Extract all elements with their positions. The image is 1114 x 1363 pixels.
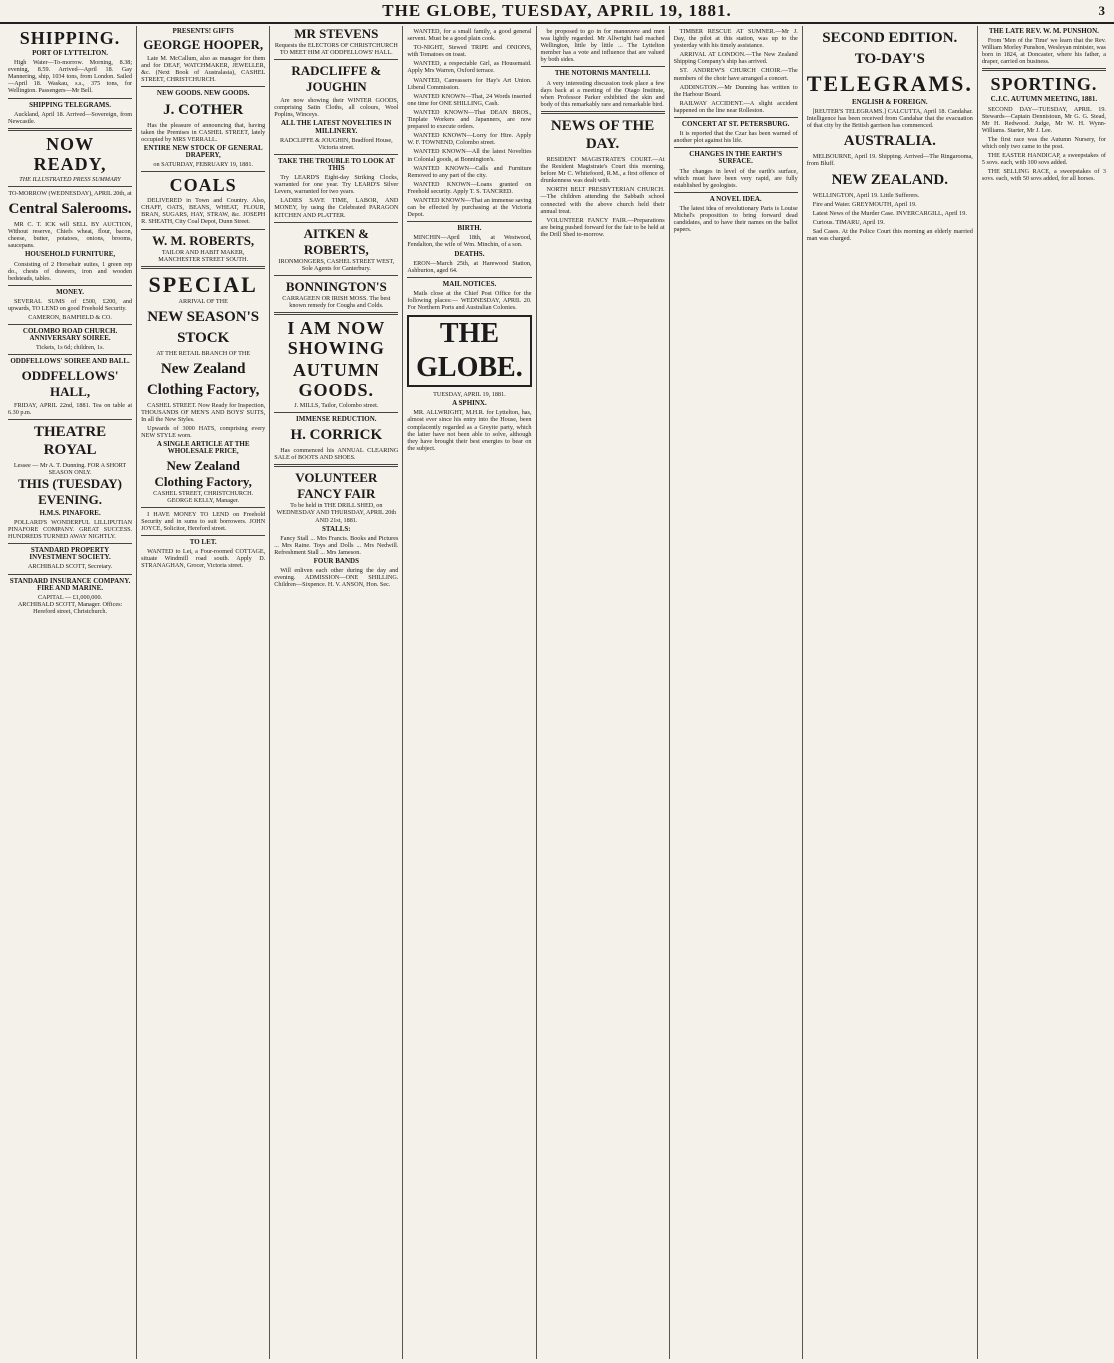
wanted-dean-bros: WANTED KNOWN—That DEAN BROS., Tinplate Workers and Japanners, are now prepared to execute orders. — [407, 108, 532, 131]
millinery-heading: ALL THE LATEST NOVELTIES IN MILLINERY. — [280, 119, 392, 135]
furniture-heading: HOUSEHOLD FURNITURE, — [24, 250, 116, 259]
birth-heading: BIRTH. — [457, 224, 482, 233]
second-edition-heading: SECOND EDITION. — [822, 30, 958, 46]
nursery-text: The first race was the Autumn Nursery, for which only two came to the post. — [981, 135, 1106, 151]
mills-text: J. MILLS, Tailor, Colombo street. — [294, 401, 379, 409]
factory-address: CASHEL STREET, CHRISTCHURCH. GEORGE KELLY, Manager. — [153, 489, 254, 504]
wholesale-heading: A SINGLE ARTICLE AT THE WHOLESALE PRICE, — [156, 440, 250, 456]
choir-text: ST. ANDREW'S CHURCH CHOIR.—The members of the choir have arranged a concert. — [673, 67, 798, 82]
sad-cases-text: Sad Cases. At the Police Court this morning an elderly married man was charged. — [806, 227, 973, 243]
new-season-heading: NEW SEASON'S — [147, 308, 260, 325]
insurance-manager: ARCHIBALD SCOTT, Manager. Offices: Hereford street, Christchurch. — [17, 600, 123, 615]
nz-heading: New Zealand — [160, 360, 246, 377]
shipping-text: High Water—To-morrow. Morning, 8.38; evening, 8.59. Arrived—April 18. Gay Mannering, ship, 1034 tons, from London. Sailed—April 18. Waskau, s.s., 375 tons, for Wellington. Passengers—Mr Bell. — [8, 59, 133, 95]
cjc-heading: C.J.C. AUTUMN MEETING, 1881. — [990, 95, 1098, 104]
birth-text: MINCHIN—April 18th, at Westwood, Fendalton, the wife of Wm. Minchin, of a son. — [407, 234, 532, 249]
oddfellows-text: FRIDAY, APRIL 22nd, 1881. Tea on table at 6.30 p.m. — [8, 401, 133, 416]
railway-text: RAILWAY ACCIDENT.—A slight accident happened on the line near Rolleston. — [673, 99, 798, 114]
punshon-text: From 'Men of the Time' we learn that the Rev. William Morley Punshon, Wesleyan minister, was born in 1824, at Doncaster, where his father, a draper, carried on business. — [981, 37, 1106, 66]
theatre-heading: THEATRE ROYAL — [33, 423, 107, 458]
new-goods-heading: NEW GOODS. NEW GOODS. — [156, 89, 250, 98]
special-heading: SPECIAL — [148, 271, 258, 297]
theatre-evening: THIS (TUESDAY) EVENING. — [18, 475, 123, 507]
fancy-fair-heading: VOLUNTEER FANCY FAIR — [295, 470, 378, 502]
reduction-heading: IMMENSE REDUCTION. — [296, 415, 377, 424]
winter-goods-text: Are now showing their WINTER GOODS, comprising Satin Cloths, all colours, Wool Poplins, Winceys. — [274, 97, 399, 119]
column-2 — [137, 26, 270, 1359]
wanted-girl: WANTED, a respectable Girl, as Housemaid. Apply Mrs Warren, Oxford terrace. — [407, 60, 532, 75]
retail-branch-text: AT THE RETAIL BRANCH OF THE — [156, 349, 251, 357]
novel-idea-heading: A NOVEL IDEA. — [709, 194, 762, 203]
stevens-heading: MR STEVENS — [294, 26, 379, 41]
property-society-heading: STANDARD PROPERTY INVESTMENT SOCIETY. — [29, 546, 111, 562]
now-ready-heading: NOW READY, — [33, 133, 107, 174]
column-3 — [270, 26, 403, 1359]
hooper-text: Late M. McCallum, also as manager for them and for DEAF, WATCHMAKER, JEWELLER, &c. (Next Book of Australasia), CASHEL STREET, CHRISTCHURCH. — [141, 55, 266, 84]
property-secretary: ARCHIBALD SCOTT, Secretary. — [27, 563, 113, 571]
autumn-goods-heading: AUTUMN GOODS. — [292, 359, 380, 400]
pinafore-text: POLLARD'S WONDERFUL LILLIPUTIAN PINAFORE COMPANY. GREAT SUCCESS. HUNDREDS TURNED AWAY NIGHTLY. — [8, 519, 133, 541]
petersburg-heading: CONCERT AT ST. PETERSBURG. — [681, 120, 790, 129]
money-text: SEVERAL SUMS of £500, £200, and upwards, TO LEND on good Freehold Security. — [8, 297, 133, 312]
easter-handicap-text: THE EASTER HANDICAP, a sweepstakes of 5 sovs. each, with 100 sovs added. — [981, 152, 1106, 167]
wanted-canvassers: WANTED, Canvassers for Hay's Art Union. Liberal Commission. — [407, 76, 532, 91]
petersburg-text: It is reported that the Czar has been warned of another plot against his life. — [673, 130, 798, 145]
wanted-furniture: WANTED KNOWN—Calls and Furniture Removed to any part of the city. — [407, 164, 532, 179]
theatre-lessee: Lessee — Mr A. T. Dunning. FOR A SHORT SEASON ONLY. — [13, 461, 127, 476]
deaths-text: ERON—March 25th, at Harewood Station, Ashburton, aged 64. — [407, 259, 532, 274]
insurance-capital: CAPITAL — £1,000,000. — [38, 593, 103, 601]
wanted-victoria-depot: WANTED KNOWN—That an immense saving can be effected by purchasing at the Victoria Depot. — [407, 196, 532, 219]
column-4 — [403, 26, 536, 1359]
london-arrival-text: ARRIVAL AT LONDON.—The New Zealand Shipping Company's ship has arrived. — [673, 51, 798, 66]
melbourne-text: MELBOURNE, April 19. Shipping. Arrived—The Ringarooma, from Bluff. — [806, 153, 973, 168]
corrick-heading: H. CORRICK — [290, 427, 383, 444]
coals-text: DELIVERED in Town and Country. Also, CHAFF, OATS, BEANS, WHEAT, FLOUR, BRAN, SUGARS, HAY, STRAW, &c. JOSEPH R. SHEATH, City Coal Depot, Dunn Street. — [141, 197, 266, 226]
roberts-text: TAILOR AND HABIT MAKER, MANCHESTER STREET SOUTH. — [158, 248, 249, 263]
wanted-words: WANTED KNOWN—That, 24 Words inserted one time for ONE SHILLING, Cash. — [407, 92, 532, 107]
globe-title: THE GLOBE. — [407, 315, 531, 387]
columns — [4, 26, 1110, 1359]
punshon-heading: THE LATE REV. W. M. PUNSHON. — [988, 27, 1099, 35]
stalls-text: Fancy Stall ... Mrs Francis. Books and Pictures ... Mrs Raine. Toys and Dolls ... Mrs Nedwill. Refreshment Stall ... Mrs Jameson. — [274, 534, 399, 556]
wanted-lorry: WANTED KNOWN—Lorry for Hire. Apply W. F. TOWNEND, Colombo street. — [407, 132, 532, 147]
to-let-heading: TO LET. — [189, 538, 217, 546]
novel-idea-text: The latest idea of revolutionary Paris is Louise Michel's proposition to bring forward dead candidates, and to have their names on the ballot papers. — [673, 204, 798, 234]
earth-heading: CHANGES IN THE EARTH'S SURFACE. — [689, 150, 783, 166]
nz-telegrams-heading: NEW ZEALAND. — [831, 171, 948, 188]
hooper-heading: GEORGE HOOPER, — [143, 37, 264, 53]
cother-text: Has the pleasure of announcing that, having taken the Premises in CASHEL STREET, lately occupied by MRS VERRALL. — [141, 121, 266, 143]
arrival-text: ARRIVAL OF THE — [178, 297, 228, 305]
column-8 — [978, 26, 1110, 1359]
insurance-heading: STANDARD INSURANCE COMPANY. FIRE AND MARINE. — [9, 576, 131, 592]
sumner-text: TIMBER RESCUE AT SUMNER.—Mr J. Day, the pilot at this station, was up to the yesterday with his timely assistance. — [673, 28, 798, 50]
sphinx-text: MR. ALLWRIGHT, M.H.R. for Lyttelton, has, almost ever since his entry into the House, been complacently regarded as a Greyite party, which the latter have not been able to solve, although they have brought their best energies to bear on the subject. — [407, 409, 532, 452]
wellington-text: WELLINGTON, April 19. Little Sufferers. — [812, 191, 920, 199]
hats-text: Upwards of 3000 HATS, comprising every NEW STYLE worn. — [141, 425, 266, 440]
telegrams-text: Auckland, April 18. Arrived—Sovereign, from Newcastle. — [8, 110, 133, 125]
church-text: NORTH BELT PRESBYTERIAN CHURCH.—The children attending the Sabbath school connected with the above church held their annual treat. — [540, 186, 665, 215]
radcliffe-heading: RADCLIFFE & JOUGHIN — [291, 63, 382, 95]
mail-text: Mails close at the Chief Post Office for the following places:— WEDNESDAY, APRIL 20. For Northern Ports and Australian Colonies. — [407, 289, 532, 312]
column-7 — [803, 26, 978, 1359]
news-heading: NEWS OF THE DAY. — [550, 117, 655, 152]
sporting-heading: SPORTING. — [990, 74, 1098, 95]
leard-text: Try LEARD'S Eight-day Striking Clocks, warranted for one year. Try LEARD'S Silver Levers, warranted for two years. — [274, 174, 399, 196]
wanted-loans: WANTED KNOWN—Loans granted on Freehold security. Apply T. S. TANCRED. — [407, 180, 532, 195]
cottage-text: WANTED to Let, a Four-roomed COTTAGE, situate Windmill road south. Apply D. STRANAGHAN, Grocer, Victoria street. — [141, 548, 266, 570]
tripe-ad: TO-NIGHT, Stewed TRIPE and ONIONS, with Tomatoes on toast. — [407, 44, 532, 59]
addington-text: ADDINGTON.—Mr Dunning has written to the Harbour Board. — [673, 83, 798, 98]
salerooms-heading: Central Salerooms. — [8, 201, 132, 218]
wanted-servant: WANTED, for a small family, a good general servent. Must be a good plain cook. — [407, 28, 532, 43]
masthead — [0, 0, 1114, 24]
cother-heading: J. COTHER — [163, 101, 244, 118]
column-6 — [670, 26, 803, 1359]
auction-date: TO-MORROW (WEDNESDAY), APRIL 20th, at — [8, 189, 132, 197]
notornis-text: A very interesting discussion took place a few days back at a meeting of the Otago Institute, when Professor Parker exhibited the skin and body of this remarkably rare and remarkable bird. — [540, 79, 665, 108]
fair-text: VOLUNTEER FANCY FAIR.—Preparations are being pushed forward for the fair to be held at the Drill Shed to-morrow. — [540, 216, 665, 238]
paragon-text: LADIES SAVE TIME, LABOR, AND MONEY, by using the Celebrated PARAGON KITCHEN AND PLATTER. — [274, 197, 399, 219]
selling-race-text: THE SELLING RACE, a sweepstakes of 3 sovs. each, with 50 sovs added, for all horses. — [981, 168, 1106, 183]
suits-text: CASHEL STREET. Now Ready for Inspection, THOUSANDS OF MEN'S AND BOYS' SUITS, In all the New Styles. — [141, 401, 266, 424]
bonnington-heading: BONNINGTON'S — [285, 278, 387, 294]
loan-text: I HAVE MONEY TO LEND on Freehold Security and in sums to suit borrowers. JOHN JOYCE, Solicitor, Hereford street. — [141, 510, 266, 532]
clothing-factory-heading: Clothing Factory, — [146, 381, 260, 398]
roberts-heading: W. M. ROBERTS, — [152, 232, 255, 248]
money-advertiser: CAMERON, BAMFIELD & CO. — [28, 314, 112, 322]
allwright-continued: be proposed to go in for manœuvre and men was lightly regarded. Mr Allwright had reached Wellington, little by little ... The Lyttelton member has a vote and influence that are valued by both sides. — [540, 28, 665, 64]
stalls-heading: STALLS: — [321, 524, 351, 533]
australia-heading: AUSTRALIA. — [843, 133, 936, 150]
column-1 — [4, 26, 137, 1359]
mail-heading: MAIL NOTICES. — [442, 279, 497, 288]
globe-date: TUESDAY, APRIL 19, 1881. — [433, 391, 506, 399]
greymouth-text: Fire and Water. GREYMOUTH, April 19. — [812, 200, 917, 208]
todays-heading: TO-DAY'S — [854, 51, 925, 67]
corrick-text: Has commenced his ANNUAL CLEARING SALE of BOOTS AND SHOES. — [274, 447, 399, 462]
auction-text: MR C. T. ICK will SELL BY AUCTION, Without reserve, Chiefs wheat, flour, bacon, cheese, butter, potatoes, onions, brooms, saucepans. — [8, 221, 133, 250]
aitken-heading: AITKEN & ROBERTS, — [303, 225, 369, 257]
presents-heading: PRESENTS! GIFTS — [172, 27, 234, 35]
notornis-heading: THE NOTORNIS MANTELLI. — [554, 69, 651, 78]
stevens-text: Requests the ELECTORS OF CHRISTCHURCH TO MEET HIM AT ODDFELLOWS' HALL. — [274, 42, 398, 57]
radcliffe-address: RADCLIFFE & JOUGHIN, Bradford House, Victoria street. — [279, 136, 393, 151]
coals-heading: COALS — [169, 175, 237, 196]
pinafore-title: H.M.S. PINAFORE. — [39, 508, 101, 517]
cother-date: on SATURDAY, FEBRUARY 19, 1881. — [153, 161, 254, 169]
oddfellows-hall: ODDFELLOWS' HALL, — [21, 367, 119, 399]
english-foreign-heading: ENGLISH & FOREIGN. — [851, 98, 928, 106]
telegrams-heading: SHIPPING TELEGRAMS. — [29, 100, 112, 109]
showing-heading: I AM NOW SHOWING — [287, 317, 386, 358]
shipping-heading: SHIPPING. — [19, 28, 121, 48]
soiree-tickets: Tickets, 1s 6d; children, 1s. — [36, 344, 105, 352]
masthead-title: THE GLOBE, TUESDAY, APRIL 19, 1881. — [382, 1, 732, 20]
oddfellows-heading: ODDFELLOWS' SOIREE AND BALL. — [10, 357, 130, 366]
page-number: 3 — [1098, 3, 1106, 18]
bands-text: Will enliven each other during the day and evening. ADMISSION—ONE SHILLING. Children—Sixpence. H. V. ANSON, Hon. Sec. — [274, 567, 399, 589]
bands-heading: FOUR BANDS — [313, 557, 359, 565]
aitken-text: IRONMONGERS, CASHEL STREET WEST, Sole Agents for Canterbury. — [278, 257, 395, 272]
wanted-novelties: WANTED KNOWN—All the latest Novelties in Colonial goods, at Bonnington's. — [407, 148, 532, 163]
telegrams-heading: TELEGRAMS. — [806, 71, 973, 96]
court-text: RESIDENT MAGISTRATE'S COURT.—At the Resident Magistrate's Court this morning, before Mr C. Whitefoord, R.M., a first offence of drunkenness was dealt with. — [540, 155, 665, 185]
fancy-fair-text: To be held in THE DRILL SHED, on WEDNESDAY AND THURSDAY, APRIL 20th AND 21st, 1881. — [276, 502, 397, 524]
stock-heading: ENTIRE NEW STOCK OF GENERAL DRAPERY, — [143, 143, 263, 159]
furniture-text: Consisting of 2 Horsehair suites, 1 green rep do., chests of drawers, iron and wooden bedsteads, tables. — [8, 260, 133, 282]
timaru-text: Curious. TIMARU, April 19. — [812, 218, 885, 226]
candahar-text: [REUTER'S TELEGRAMS.] CALCUTTA, April 18. Candahar. Intelligence has been received from Candahar that the evacuation of that city by the British garrison has commenced. — [806, 108, 973, 130]
trouble-heading: TAKE THE TROUBLE TO LOOK AT THIS — [278, 156, 395, 172]
second-day-text: SECOND DAY—TUESDAY, APRIL 19. Stewards—Captain Dennistoun, Mr G. G. Stead, Mr H. Redwood. Judge, Mr W. H. Wynn-Williams. Starter, Mr J. Lee. — [981, 105, 1106, 134]
money-heading: MONEY. — [56, 287, 85, 296]
soiree-heading: COLOMBO ROAD CHURCH. ANNIVERSARY SOIREE. — [22, 327, 118, 343]
sphinx-heading: A SPHINX. — [452, 399, 487, 408]
irish-moss-text: CARRAGEEN OR IRISH MOSS. The best known remedy for Coughs and Colds. — [282, 294, 391, 309]
column-5 — [537, 26, 670, 1359]
summary-subtitle: THE ILLUSTRATED PRESS SUMMARY — [19, 175, 121, 183]
port-heading: PORT OF LYTTELTON. — [32, 49, 109, 57]
earth-text: The changes in level of the earth's surface, which must have been very rapid, are fully established by geologists. — [673, 167, 798, 189]
factory-heading: New Zealand Clothing Factory, — [154, 457, 252, 489]
stock-title: STOCK — [177, 329, 230, 346]
murder-text: Latest News of the Murder Case. INVERCARGILL, April 19. — [812, 209, 967, 217]
deaths-heading: DEATHS. — [454, 249, 485, 258]
